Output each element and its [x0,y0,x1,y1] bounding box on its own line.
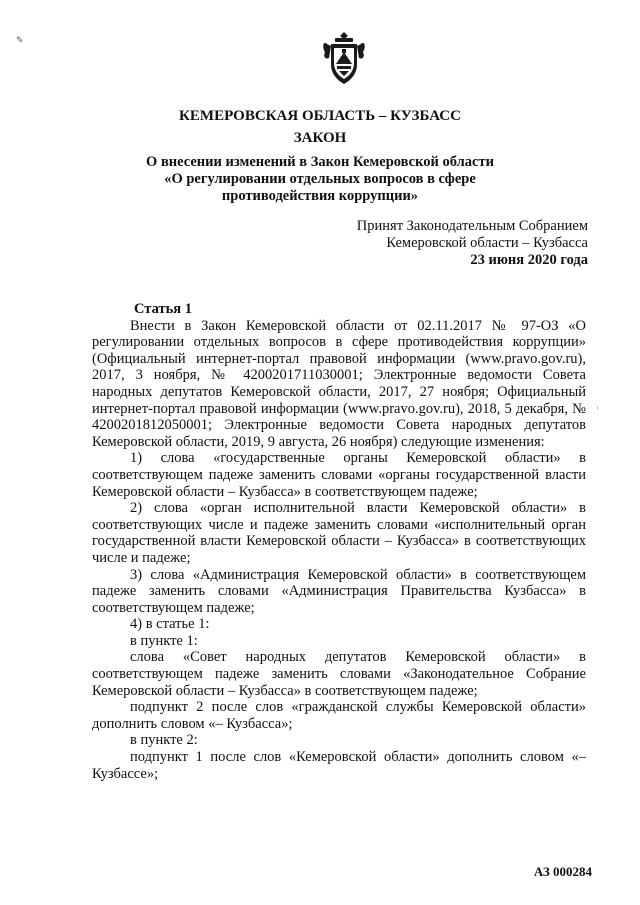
title-line: О внесении изменений в Закон Кемеровской области [146,154,494,170]
paragraph: подпункт 2 после слов «гражданской службы Кемеровской области» дополнить словом «– Кузбасса»; [92,699,586,732]
adoption-line-1: Принят Законодательным Собранием [356,218,588,234]
margin-mark-right: · [596,404,599,414]
paragraph: в пункте 1: [130,632,198,649]
paragraph: подпункт 1 после слов «Кемеровской области» дополнить словом «– Кузбассе»; [92,749,586,782]
margin-mark-top-left: ✎ [16,36,24,46]
title-line: противодействия коррупции» [221,188,419,204]
article-body [92,301,586,782]
paragraph: 2) слова «орган исполнительной власти Кемеровской области» в соответствующих числе и падеже заменить словами «исполнительный орган государственной власти Кемеровской области – Кузбасса» в соответствующих числе и падеже; [92,500,586,566]
paragraph: слова «Совет народных депутатов Кемеровской области» в соответствующем падеже заменить словами «Законодательное Собрание Кемеровской области – Кузбасса» в соответствующем падеже; [92,649,586,699]
region-heading: КЕМЕРОВСКАЯ ОБЛАСТЬ – КУЗБАСС [179,108,461,124]
document-type: ЗАКОН [293,130,347,146]
article-heading: Статья 1 [134,301,192,317]
paragraph: в пункте 2: [130,732,198,749]
paragraph: Внести в Закон Кемеровской области от 02.11.2017 № 97-ОЗ «О регулировании отдельных вопросов в сфере противодействия коррупции» (Официальный интернет-портал правовой информации (www.pravo.gov.ru), 2017, 3 ноября, № 4200201711030001; Электронные ведомости Совета народных депутатов Кемеровской области, 2017, 27 ноября; Официальный интернет-портал правовой информации (www.pravo.gov.ru), 2018, 5 декабря, № 4200201812050001; Электронные ведомости Совета народных депутатов Кемеровской области, 2019, 9 августа, 26 ноября) следующие изменения: [92,317,586,450]
paragraph: 4) в статье 1: [130,616,210,633]
coat-of-arms-icon [321,30,367,86]
adoption-date: 23 июня 2020 года [470,252,588,268]
paragraph: 3) слова «Администрация Кемеровской области» в соответствующем падеже заменить словами «Администрация Правительства Кузбасса» в соответствующем падеже; [92,566,586,616]
title-line: «О регулировании отдельных вопросов в сфере [164,171,476,187]
document-title [0,154,640,205]
adoption-line-2: Кемеровской области – Кузбасса [386,235,588,251]
form-serial-number: АЗ 000284 [533,864,592,879]
paragraph: 1) слова «государственные органы Кемеровской области» в соответствующем падеже заменить словами «органы государственной власти Кемеровской области – Кузбасса» в соответствующем падеже; [92,450,586,500]
adoption-block [357,218,588,269]
